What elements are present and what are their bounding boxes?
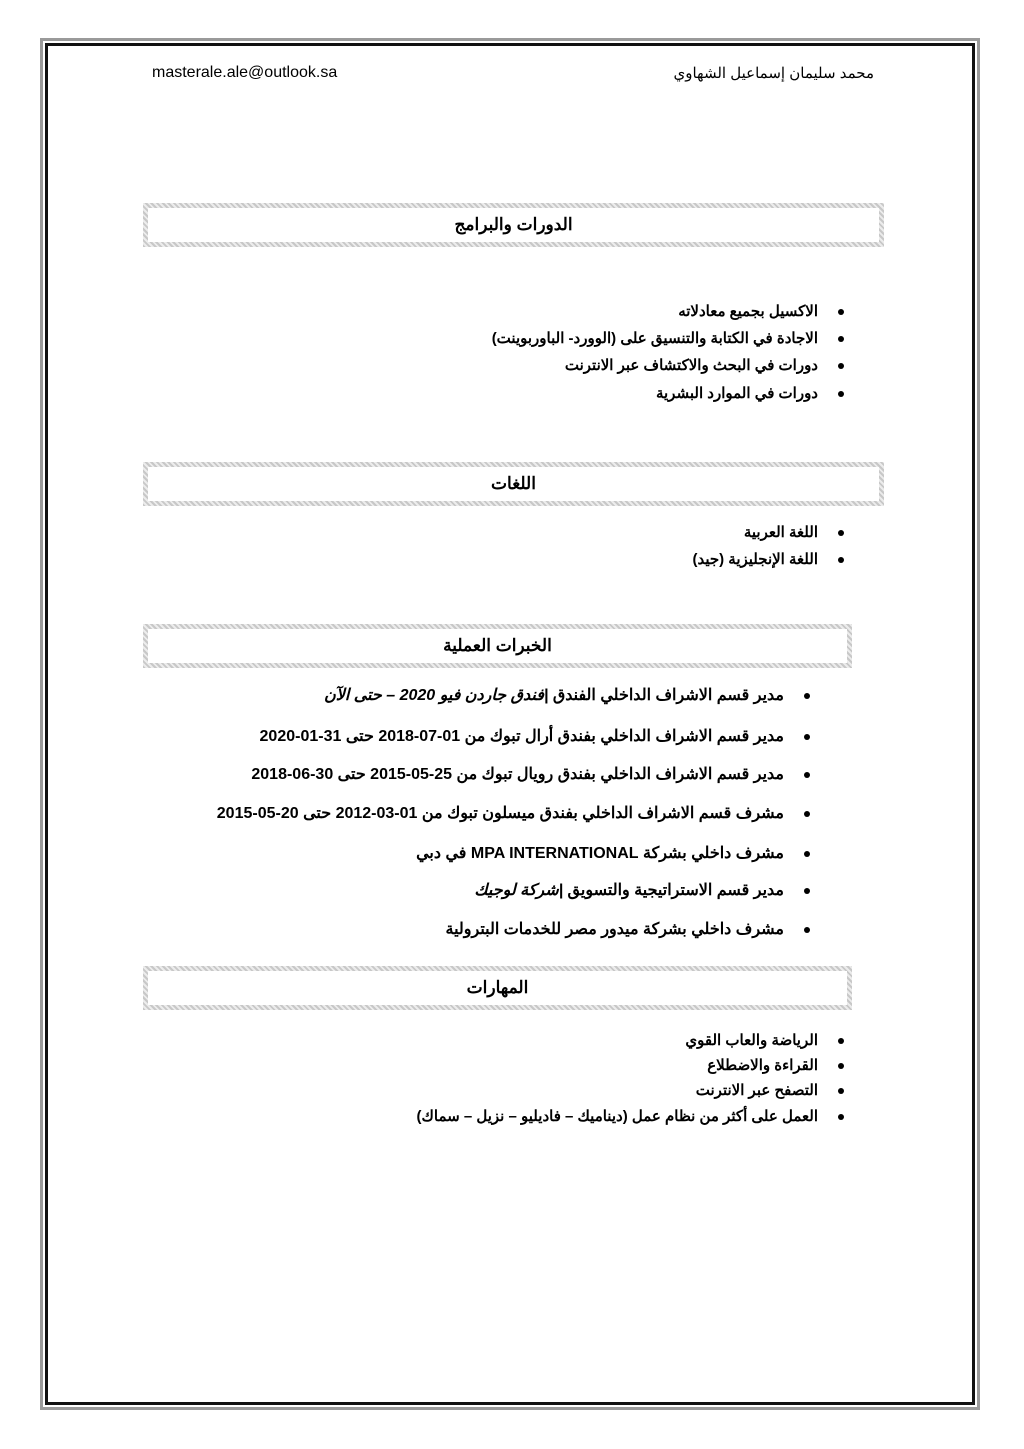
list-item <box>678 302 844 320</box>
list-item <box>217 803 810 823</box>
list-item <box>492 329 844 347</box>
list-item <box>744 523 844 541</box>
list-item <box>324 685 810 705</box>
item-text: مدير قسم الاشراف الداخلي الفندق <box>548 687 784 704</box>
bullet-icon <box>838 1088 844 1094</box>
list-item <box>692 550 844 568</box>
item-text: مشرف داخلي بشركة MPA INTERNATIONAL في دبي <box>416 845 784 862</box>
item-text: اللغة الإنجليزية (جيد) <box>692 551 818 568</box>
section-heading-box <box>143 462 884 506</box>
list-item <box>565 356 844 374</box>
item-text: دورات في الموارد البشرية <box>655 385 818 402</box>
bullet-icon <box>838 530 844 536</box>
item-text: الرياضة والعاب القوي <box>685 1032 818 1049</box>
bullet-icon <box>838 1038 844 1044</box>
list-item <box>445 919 810 939</box>
bullet-icon <box>838 363 844 369</box>
bullet-icon <box>838 557 844 563</box>
section-heading-box <box>143 624 852 668</box>
bullet-icon <box>804 693 810 699</box>
item-italic: |فندق جاردن فيو 2020 – حتى الآن <box>323 687 549 704</box>
item-text: التصفح عبر الانترنت <box>695 1082 818 1099</box>
page-frame-inner <box>45 43 975 1405</box>
section-title: المهارات <box>466 978 529 997</box>
bullet-icon <box>804 888 810 894</box>
list-item <box>656 384 844 402</box>
header-name: محمد سليمان إسماعيل الشهاوي <box>673 65 874 82</box>
bullet-icon <box>838 1114 844 1120</box>
list-item <box>696 1081 844 1099</box>
list-item <box>417 1107 844 1125</box>
list-item <box>474 880 810 900</box>
section-heading-box <box>143 966 852 1010</box>
item-text: العمل على أكثر من نظام عمل (ديناميك – فاديليو – نزيل – سماك) <box>416 1108 818 1125</box>
list-item <box>707 1056 844 1074</box>
header-email: masterale.ale@outlook.sa <box>152 64 338 81</box>
item-text: مدير قسم الاشراف الداخلي بفندق أرال تبوك من 01-07-2018 حتى 31-01-2020 <box>259 728 784 745</box>
bullet-icon <box>838 336 844 342</box>
list-item <box>685 1031 844 1049</box>
bullet-icon <box>804 772 810 778</box>
item-italic: |شركة لوجيك <box>474 882 564 899</box>
item-text: الاكسيل بجميع معادلاته <box>678 303 818 320</box>
bullet-icon <box>804 734 810 740</box>
item-text: الاجادة في الكتابة والتنسيق على (الوورد- الباوربوينت) <box>491 330 818 347</box>
item-text: اللغة العربية <box>743 524 818 541</box>
item-text: مدير قسم الاشراف الداخلي بفندق رويال تبوك من 25-05-2015 حتى 30-06-2018 <box>251 766 784 783</box>
bullet-icon <box>804 927 810 933</box>
section-heading-box <box>143 203 884 247</box>
item-text: مشرف قسم الاشراف الداخلي بفندق ميسلون تبوك من 01-03-2012 حتى 20-05-2015 <box>216 805 784 822</box>
section-title: الخبرات العملية <box>443 636 552 655</box>
item-text: مشرف داخلي بشركة ميدور مصر للخدمات البترولية <box>445 921 784 938</box>
section-title: اللغات <box>491 474 536 493</box>
bullet-icon <box>804 811 810 817</box>
section-title: الدورات والبرامج <box>454 215 573 234</box>
bullet-icon <box>838 391 844 397</box>
list-item <box>416 843 810 863</box>
list-item <box>260 726 810 746</box>
item-text: مدير قسم الاستراتيجية والتسويق <box>563 882 784 899</box>
bullet-icon <box>838 1063 844 1069</box>
bullet-icon <box>838 309 844 315</box>
item-text: دورات في البحث والاكتشاف عبر الانترنت <box>564 357 818 374</box>
list-item <box>251 764 810 784</box>
bullet-icon <box>804 851 810 857</box>
item-text: القراءة والاضطلاع <box>707 1057 818 1074</box>
